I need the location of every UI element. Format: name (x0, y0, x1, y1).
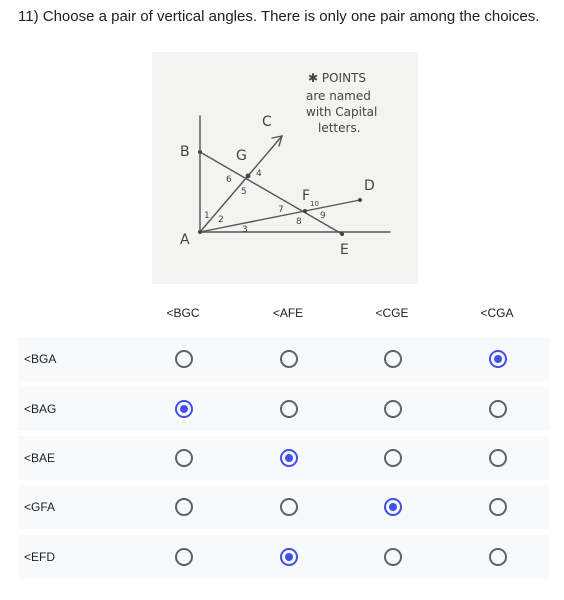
figure-note-line: ✱ POINTS (308, 71, 367, 85)
radio-option[interactable] (175, 498, 193, 516)
radio-option[interactable] (384, 400, 402, 418)
angle-number: 8 (296, 217, 302, 227)
point-label: G (236, 148, 247, 164)
figure-note-line: with Capital (306, 105, 378, 119)
column-header: <BGC (166, 306, 200, 320)
grid-row (18, 337, 549, 381)
angle-number: 6 (226, 175, 232, 185)
radio-option[interactable] (489, 548, 507, 566)
question-title: 11) Choose a pair of vertical angles. There is only one pair among the choices. (18, 8, 540, 25)
radio-option[interactable] (175, 350, 193, 368)
radio-option[interactable] (175, 400, 193, 418)
column-header: <CGE (375, 306, 409, 320)
figure-note-line: letters. (318, 121, 361, 135)
figure-note-line: are named (306, 89, 371, 103)
column-header: <CGA (480, 306, 514, 320)
geometry-figure (152, 52, 418, 284)
grid-row (18, 387, 549, 431)
point-label: A (180, 232, 190, 248)
row-label: <EFD (24, 550, 56, 564)
radio-option[interactable] (384, 350, 402, 368)
point-label: D (364, 178, 375, 194)
radio-option[interactable] (384, 449, 402, 467)
radio-option[interactable] (489, 449, 507, 467)
radio-option[interactable] (384, 498, 402, 516)
angle-number: 5 (241, 187, 247, 197)
angle-number: 9 (320, 211, 326, 221)
angle-number: 10 (310, 200, 319, 208)
row-label: <GFA (24, 500, 56, 514)
radio-option[interactable] (280, 400, 298, 418)
grid-row (18, 485, 549, 529)
radio-option[interactable] (175, 449, 193, 467)
grid-row (18, 436, 549, 480)
grid-row (18, 535, 549, 579)
point-label: C (262, 114, 272, 130)
point-label: E (340, 242, 349, 258)
radio-option[interactable] (384, 548, 402, 566)
radio-option[interactable] (489, 350, 507, 368)
angle-number: 2 (218, 215, 224, 225)
row-label: <BAG (24, 402, 57, 416)
angle-number: 4 (256, 169, 262, 179)
angle-number: 7 (278, 205, 284, 215)
radio-option[interactable] (489, 400, 507, 418)
point-label: F (302, 188, 311, 204)
radio-option[interactable] (280, 548, 298, 566)
radio-option[interactable] (280, 350, 298, 368)
row-label: <BGA (24, 352, 57, 366)
geometry-figure-drawing (152, 52, 418, 284)
angle-number: 3 (242, 225, 248, 235)
radio-option[interactable] (175, 548, 193, 566)
radio-option[interactable] (489, 498, 507, 516)
row-label: <BAE (24, 451, 56, 465)
point-label: B (180, 144, 190, 160)
radio-option[interactable] (280, 449, 298, 467)
angle-number: 1 (204, 211, 210, 221)
radio-option[interactable] (280, 498, 298, 516)
column-header: <AFE (272, 306, 304, 320)
